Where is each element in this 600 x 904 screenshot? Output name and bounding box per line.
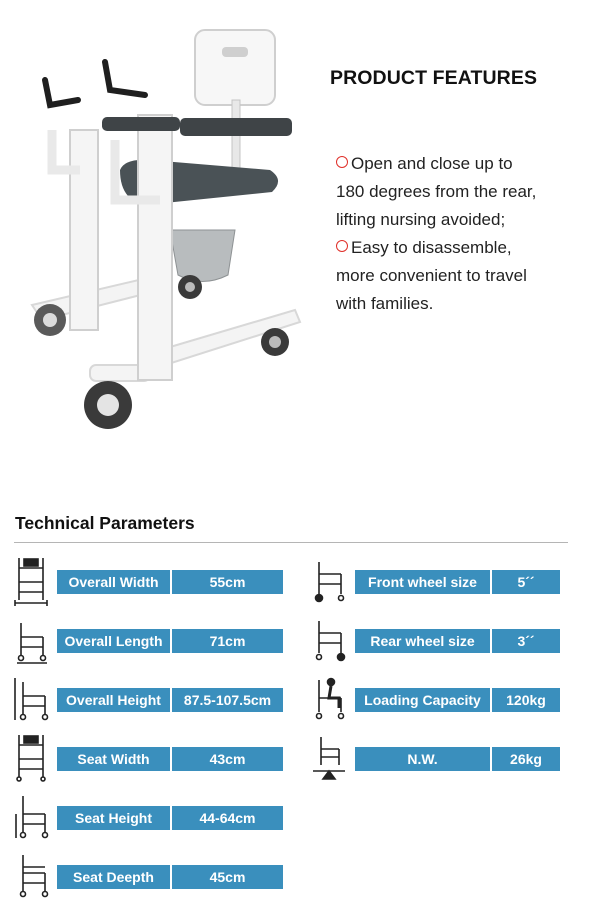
loading-capacity-icon <box>311 674 347 724</box>
seat-depth-icon <box>13 851 49 901</box>
seat-width-icon <box>13 733 49 783</box>
width-icon <box>13 556 49 606</box>
scale-icon <box>311 733 347 783</box>
param-label: Rear wheel size <box>355 629 490 653</box>
front-wheel-icon <box>311 556 347 606</box>
param-value: 26kg <box>492 747 560 771</box>
param-value: 5´´ <box>492 570 560 594</box>
param-label: Front wheel size <box>355 570 490 594</box>
section-divider <box>14 542 568 543</box>
product-image <box>10 20 320 440</box>
param-value: 3´´ <box>492 629 560 653</box>
param-label: Seat Width <box>57 747 170 771</box>
param-value: 120kg <box>492 688 560 712</box>
param-label: Overall Length <box>57 629 170 653</box>
rear-wheel-icon <box>311 615 347 665</box>
param-value: 87.5-107.5cm <box>172 688 283 712</box>
param-label: Seat Height <box>57 806 170 830</box>
param-label: Seat Deepth <box>57 865 170 889</box>
product-features-title: PRODUCT FEATURES <box>330 67 538 89</box>
height-icon <box>13 674 49 724</box>
seat-height-icon <box>13 792 49 842</box>
param-label: N.W. <box>355 747 490 771</box>
circle-bullet-icon <box>336 240 348 252</box>
circle-bullet-icon <box>336 156 348 168</box>
param-value: 71cm <box>172 629 283 653</box>
feature-item: Easy to disassemble, more convenient to travel with families. <box>336 238 527 313</box>
feature-item: Open and close up to 180 degrees from the rear, lifting nursing avoided; <box>336 154 537 229</box>
param-label: Overall Height <box>57 688 170 712</box>
param-label: Loading Capacity <box>355 688 490 712</box>
param-value: 55cm <box>172 570 283 594</box>
param-value: 44-64cm <box>172 806 283 830</box>
technical-parameters-title: Technical Parameters <box>15 513 195 533</box>
length-icon <box>13 615 49 665</box>
param-value: 45cm <box>172 865 283 889</box>
param-value: 43cm <box>172 747 283 771</box>
param-label: Overall Width <box>57 570 170 594</box>
